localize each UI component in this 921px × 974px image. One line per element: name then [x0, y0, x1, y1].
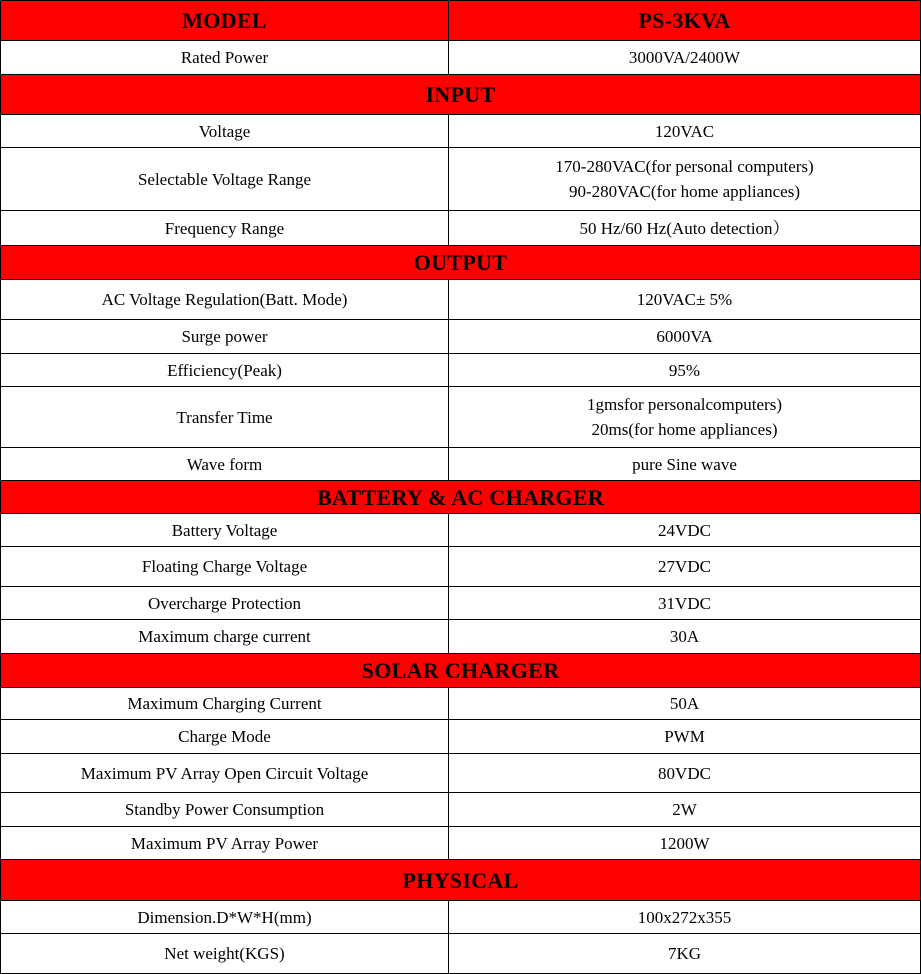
spec-value: PWM: [449, 720, 921, 754]
spec-label: Overcharge Protection: [1, 587, 449, 620]
spec-value: 24VDC: [449, 514, 921, 547]
spec-label: Net weight(KGS): [1, 934, 449, 974]
spec-label: Maximum charge current: [1, 620, 449, 654]
spec-value-multiline: [449, 148, 921, 211]
spec-row: [1, 320, 921, 354]
spec-label: Dimension.D*W*H(mm): [1, 901, 449, 934]
spec-row: [1, 587, 921, 620]
spec-row: [1, 514, 921, 547]
section-physical: [1, 860, 921, 901]
spec-value: 50 Hz/60 Hz(Auto detection）: [449, 211, 921, 246]
spec-value: 95%: [449, 354, 921, 387]
spec-row: [1, 793, 921, 827]
spec-row: [1, 148, 921, 211]
spec-row: [1, 827, 921, 860]
spec-value: 31VDC: [449, 587, 921, 620]
spec-value: 120VAC: [449, 115, 921, 148]
spec-label: Maximum PV Array Power: [1, 827, 449, 860]
spec-row: [1, 211, 921, 246]
spec-value: 27VDC: [449, 547, 921, 587]
spec-label: AC Voltage Regulation(Batt. Mode): [1, 280, 449, 320]
section-input: [1, 75, 921, 115]
section-output: [1, 246, 921, 280]
spec-label: Wave form: [1, 448, 449, 481]
spec-value-line: 170-280VAC(for personal computers): [555, 157, 814, 176]
spec-row: [1, 354, 921, 387]
spec-label: Frequency Range: [1, 211, 449, 246]
spec-row: [1, 620, 921, 654]
spec-row: [1, 547, 921, 587]
model-value: PS-3KVA: [449, 1, 921, 41]
spec-label: Efficiency(Peak): [1, 354, 449, 387]
spec-row: [1, 115, 921, 148]
spec-label: Standby Power Consumption: [1, 793, 449, 827]
model-header-row: [1, 1, 921, 41]
spec-row: [1, 387, 921, 448]
spec-value-line: 20ms(for home appliances): [591, 420, 778, 439]
rated-power-label: Rated Power: [1, 41, 449, 75]
section-title-solar: SOLAR CHARGER: [1, 654, 921, 688]
spec-value: 30A: [449, 620, 921, 654]
spec-value: 7KG: [449, 934, 921, 974]
spec-value: 50A: [449, 688, 921, 720]
spec-label: Maximum Charging Current: [1, 688, 449, 720]
spec-value-line: 90-280VAC(for home appliances): [568, 182, 801, 201]
spec-label: Surge power: [1, 320, 449, 354]
spec-value: pure Sine wave: [449, 448, 921, 481]
spec-value: 100x272x355: [449, 901, 921, 934]
section-title-physical: PHYSICAL: [1, 860, 921, 901]
spec-label: Voltage: [1, 115, 449, 148]
spec-row: [1, 754, 921, 793]
spec-value: 80VDC: [449, 754, 921, 793]
spec-label: Selectable Voltage Range: [1, 148, 449, 211]
spec-row: [1, 934, 921, 974]
rated-power-row: [1, 41, 921, 75]
spec-label: Floating Charge Voltage: [1, 547, 449, 587]
spec-value-line: 1gmsfor personalcomputers): [587, 395, 782, 414]
model-label: MODEL: [1, 1, 449, 41]
spec-label: Battery Voltage: [1, 514, 449, 547]
spec-row: [1, 688, 921, 720]
spec-row: [1, 720, 921, 754]
spec-value: 1200W: [449, 827, 921, 860]
spec-label: Maximum PV Array Open Circuit Voltage: [1, 754, 449, 793]
rated-power-value: 3000VA/2400W: [449, 41, 921, 75]
section-battery: [1, 481, 921, 514]
section-title-input: INPUT: [1, 75, 921, 115]
spec-row: [1, 448, 921, 481]
spec-value: 2W: [449, 793, 921, 827]
section-title-battery: BATTERY & AC CHARGER: [1, 481, 921, 514]
spec-value: 120VAC± 5%: [449, 280, 921, 320]
spec-label: Transfer Time: [1, 387, 449, 448]
section-title-output: OUTPUT: [1, 246, 921, 280]
spec-value: 6000VA: [449, 320, 921, 354]
spec-row: [1, 901, 921, 934]
spec-value-multiline: [449, 387, 921, 448]
spec-label: Charge Mode: [1, 720, 449, 754]
spec-row: [1, 280, 921, 320]
section-solar: [1, 654, 921, 688]
